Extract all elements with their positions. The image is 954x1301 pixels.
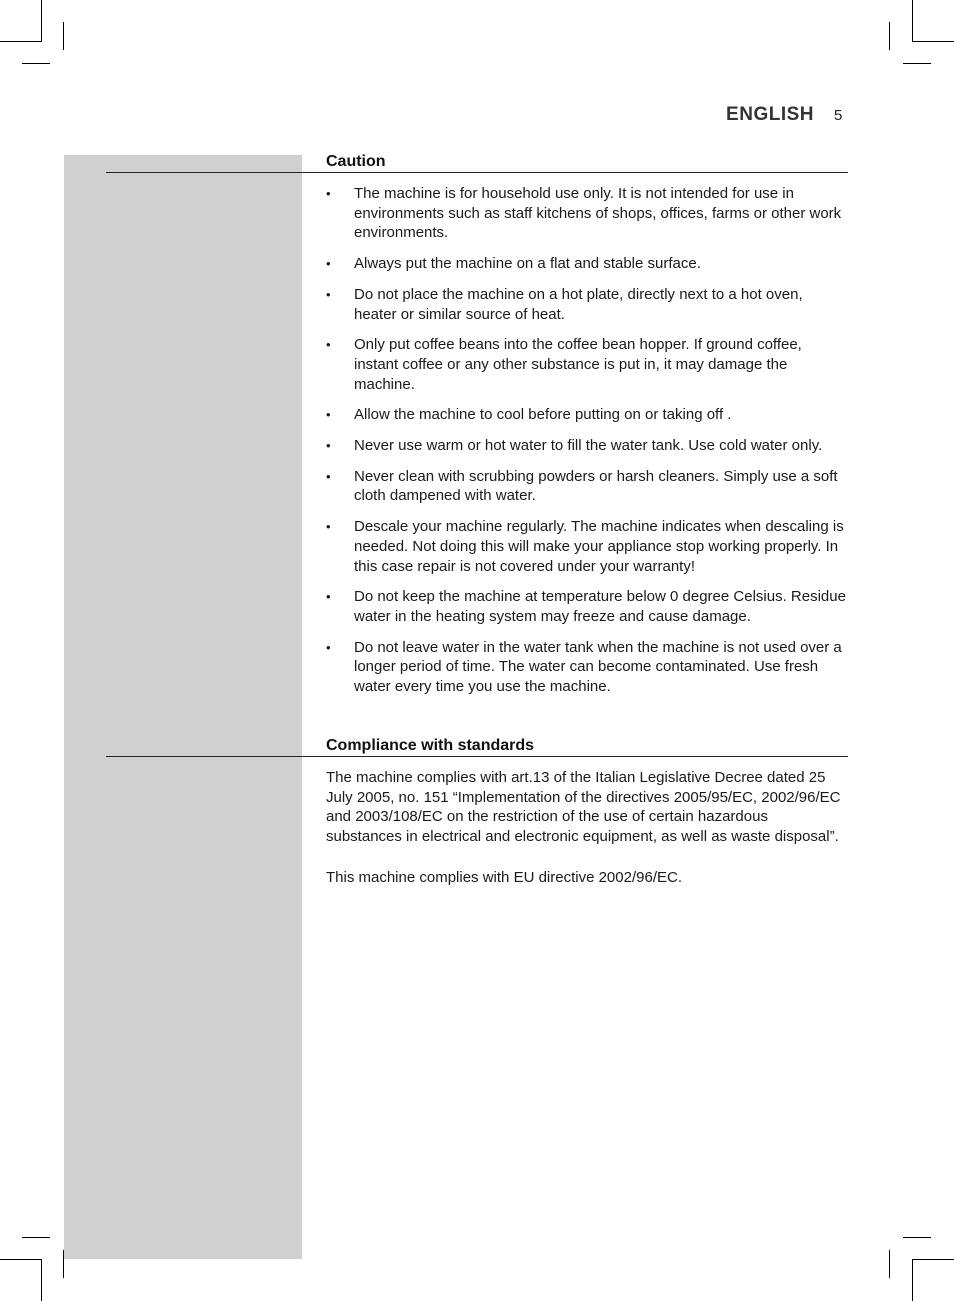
bullet-icon: • — [326, 337, 331, 353]
crop-mark — [912, 0, 913, 42]
page-number: 5 — [834, 107, 843, 124]
crop-mark — [0, 41, 42, 42]
crop-mark — [903, 1237, 931, 1238]
compliance-heading: Compliance with standards — [326, 737, 535, 754]
bullet-icon: • — [326, 589, 331, 605]
list-item: • Do not leave water in the water tank when the machine is not used over a longer period of time. The water can become contaminated. Use fresh water every time you use the machine. — [326, 638, 842, 696]
crop-mark — [889, 1250, 890, 1278]
section-divider — [106, 756, 848, 757]
crop-mark — [22, 1237, 50, 1238]
list-item: • Never clean with scrubbing powders or harsh cleaners. Simply use a soft cloth dampened with water. — [326, 467, 838, 505]
crop-mark — [912, 1259, 913, 1301]
crop-mark — [912, 1259, 954, 1260]
bullet-icon: • — [326, 186, 331, 201]
crop-mark — [41, 0, 42, 42]
crop-mark — [0, 1259, 42, 1260]
caution-list — [326, 184, 848, 708]
language-heading: ENGLISH — [726, 104, 814, 125]
bullet-icon: • — [326, 407, 331, 423]
list-item: • Do not place the machine on a hot plate, directly next to a hot oven, heater or similar source of heat. — [326, 285, 803, 323]
section-divider — [106, 172, 848, 173]
margin-column — [64, 155, 302, 1259]
list-item: • Descale your machine regularly. The machine indicates when descaling is needed. Not doing this will make your appliance stop working properly. In this case repair is not covered under your warranty! — [326, 518, 844, 575]
bullet-icon: • — [326, 286, 331, 302]
bullet-icon: • — [326, 519, 331, 535]
caution-heading: Caution — [326, 153, 386, 170]
list-item: • Do not keep the machine at temperature below 0 degree Celsius. Residue water in the heating system may freeze and cause damage. — [326, 588, 846, 625]
bullet-icon: • — [326, 256, 331, 272]
bullet-icon: • — [326, 438, 331, 454]
list-item: • Only put coffee beans into the coffee bean hopper. If ground coffee, instant coffee or any other substance is put in, it may damage the machine. — [326, 336, 802, 393]
crop-mark — [63, 22, 64, 50]
crop-mark — [889, 22, 890, 50]
list-item: • The machine is for household use only. It is not intended for use in environments such as staff kitchens of shops, offices, farms or other work environments. — [326, 185, 842, 242]
compliance-paragraph: The machine complies with art.13 of the Italian Legislative Decree dated 25 July 2005, no. 151 “Implementation of the directives 2005/95/EC, 2002/96/EC and 2003/108/EC on the restriction of the use of certain hazardous substances in electrical and electronic equipment, as well as waste disposal”. — [326, 769, 841, 846]
crop-mark — [912, 41, 954, 42]
crop-mark — [903, 63, 931, 64]
list-item: • Never use warm or hot water to fill the water tank. Use cold water only. — [326, 437, 823, 455]
list-item: • Always put the machine on a flat and stable surface. — [326, 255, 701, 273]
list-item: • Allow the machine to cool before putting on or taking off . — [326, 406, 732, 424]
bullet-icon: • — [326, 468, 331, 484]
crop-mark — [41, 1259, 42, 1301]
crop-mark — [22, 63, 50, 64]
directive-paragraph: This machine complies with EU directive 2002/96/EC. — [326, 869, 682, 886]
bullet-icon: • — [326, 639, 331, 655]
